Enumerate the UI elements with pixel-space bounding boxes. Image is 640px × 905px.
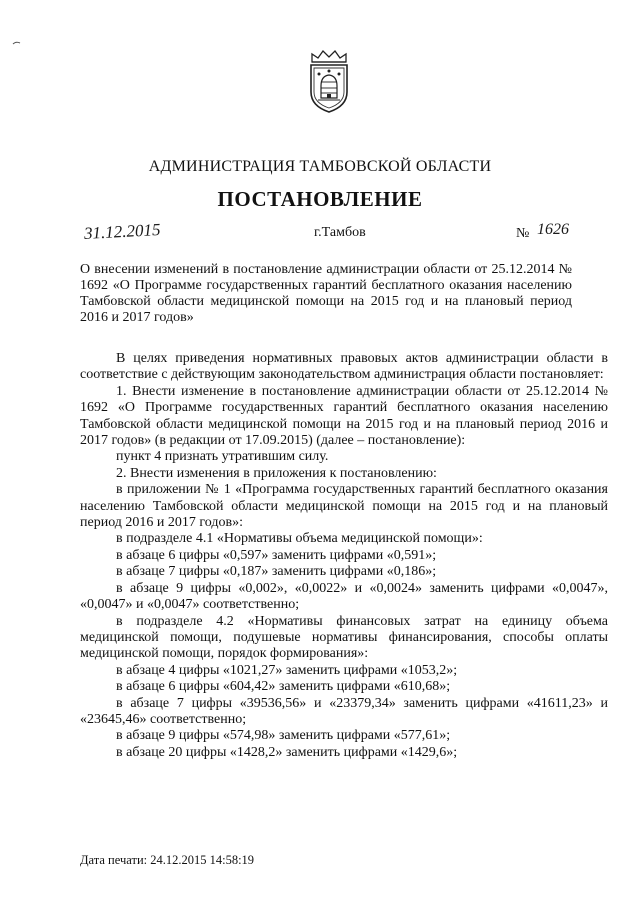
print-date: Дата печати: 24.12.2015 14:58:19	[80, 853, 255, 867]
body-paragraph: в абзаце 6 цифры «604,42» заменить цифрами «610,68»;	[116, 679, 451, 695]
document-body	[80, 351, 608, 761]
body-paragraph: 1. Внести изменение в постановление администрации области от 25.12.2014 № 1692 «О Программе государственных гарантий бесплатного оказания населению Тамбовской области медицинской помощи на 2015 год и на плановый период 2016 и 2017 годов» (в редакции от 17.09.2015) (далее – постановление):	[80, 383, 608, 449]
scan-mark-icon	[12, 40, 22, 48]
document-date: 31.12.2015	[83, 220, 161, 243]
body-paragraph: в абзаце 7 цифры «0,187» заменить цифрами «0,186»;	[116, 564, 437, 580]
document-number: 1626	[537, 221, 569, 238]
body-paragraph: в подразделе 4.1 «Нормативы объема медицинской помощи»:	[116, 531, 483, 547]
document-city: г.Тамбов	[314, 225, 366, 240]
coat-of-arms-icon	[304, 48, 354, 114]
body-paragraph: В целях приведения нормативных правовых актов администрации области в соответствие с действующим законодательством администрация области постановляет:	[80, 351, 608, 383]
document-subject: О внесении изменений в постановление администрации области от 25.12.2014 № 1692 «О Программе государственных гарантий бесплатного оказания населению Тамбовской области медицинской помощи на 2015 год и на плановый период 2016 и 2017 годов»	[80, 262, 572, 325]
body-paragraph: в абзаце 9 цифры «0,002», «0,0022» и «0,0024» заменить цифрами «0,0047», «0,0047» и «0,0047» соответственно;	[80, 580, 608, 613]
body-paragraph: в абзаце 6 цифры «0,597» заменить цифрами «0,591»;	[116, 547, 437, 563]
number-label: №	[516, 226, 530, 241]
body-paragraph: в приложении № 1 «Программа государственных гарантий бесплатного оказания населению Тамбовской области медицинской помощи на 2015 год и на плановый период 2016 и 2017 годов»:	[80, 482, 608, 531]
document-type: ПОСТАНОВЛЕНИЕ	[217, 187, 423, 211]
body-paragraph: в подразделе 4.2 «Нормативы финансовых затрат на единицу объема медицинской помощи, подушевые нормативы финансирования, способы оплаты медицинской помощи, порядок формирования»:	[80, 613, 608, 662]
body-paragraph: в абзаце 20 цифры «1428,2» заменить цифрами «1429,6»;	[116, 744, 458, 760]
body-paragraph: в абзаце 4 цифры «1021,27» заменить цифрами «1053,2»;	[116, 662, 458, 678]
body-paragraph: пункт 4 признать утратившим силу.	[116, 449, 329, 465]
body-paragraph: 2. Внести изменения в приложения к постановлению:	[116, 465, 437, 481]
body-paragraph: в абзаце 9 цифры «574,98» заменить цифрами «577,61»;	[116, 728, 451, 744]
body-paragraph: в абзаце 7 цифры «39536,56» и «23379,34» заменить цифрами «41611,23» и «23645,46» соответственно;	[80, 695, 608, 727]
organization-name: АДМИНИСТРАЦИЯ ТАМБОВСКОЙ ОБЛАСТИ	[148, 158, 492, 175]
